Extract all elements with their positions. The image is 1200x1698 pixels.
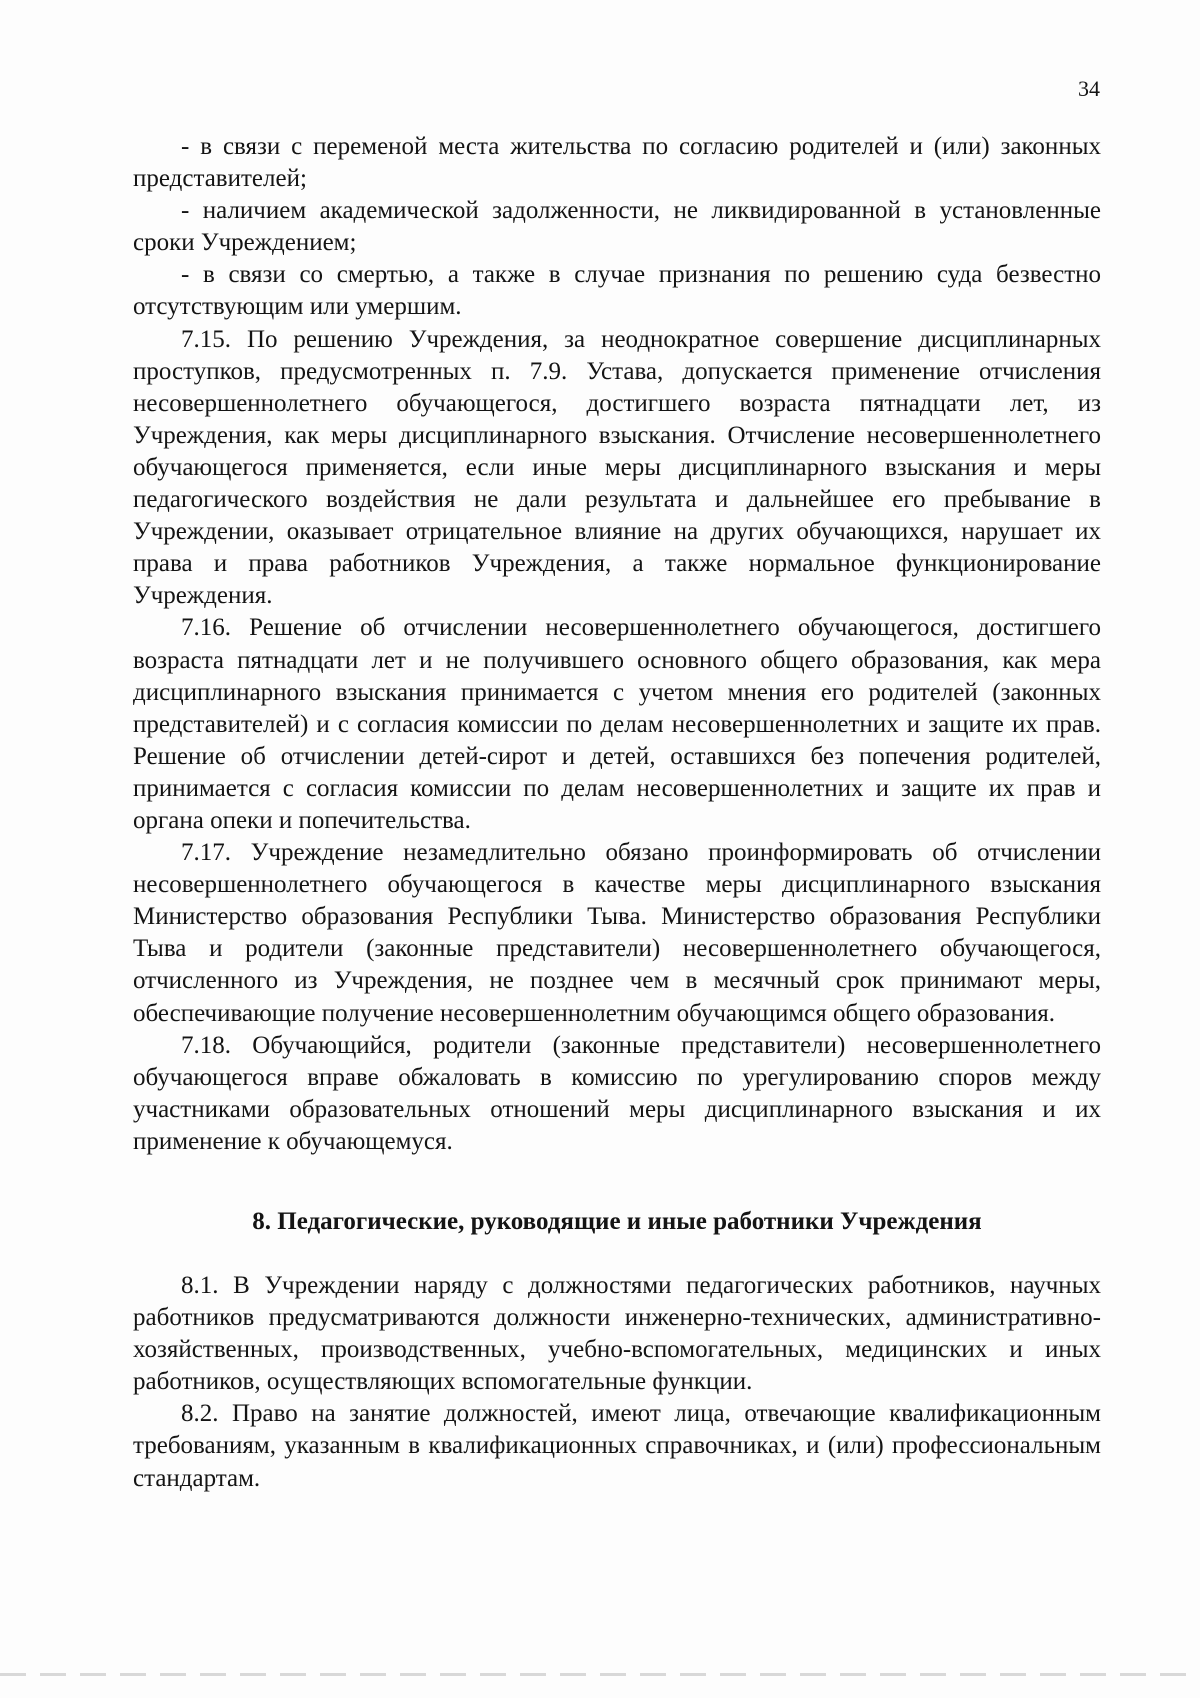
- section-heading: 8. Педагогические, руководящие и иные работники Учреждения: [252, 1208, 982, 1235]
- paragraph-7-18: 7.18. Обучающийся, родители (законные представители) несовершеннолетнего обучающегося вправе обжаловать в комиссию по урегулированию споров между участниками образовательных отношений меры дисциплинарного взыскания и их применение к обучающемуся.: [133, 1031, 1101, 1155]
- paragraph-death: - в связи со смертью, а также в случае признания по решению суда безвестно отсутствующим или умершим.: [133, 261, 1101, 321]
- paragraph-7-17: 7.17. Учреждение незамедлительно обязано проинформировать об отчислении несовершеннолетнего обучающегося в качестве меры дисциплинарного взыскания Министерство образования Республики Тыва. Министерство образования Республики Тыва и родители (законные представители) несовершеннолетнего обучающегося, отчисленного из Учреждения, не позднее чем в месячный срок принимают меры, обеспечивающие получение несовершеннолетним обучающимся общего образования.: [133, 839, 1101, 1027]
- paragraph-7-15: 7.15. По решению Учреждения, за неоднократное совершение дисциплинарных проступков, предусмотренных п. 7.9. Устава, допускается применение отчисления несовершеннолетнего обучающегося, достигшего возраста пятнадцати лет, из Учреждения, как меры дисциплинарного взыскания. Отчисление несовершеннолетнего обучающегося применяется, если иные меры дисциплинарного взыскания и меры педагогического воздействия не дали результата и дальнейшее его пребывание в Учреждении, оказывает отрицательное влияние на других обучающихся, нарушает их права и права работников Учреждения, а также нормальное функционирование Учреждения.: [133, 325, 1101, 610]
- page-number: 34: [1078, 76, 1100, 101]
- paragraph-8-2: 8.2. Право на занятие должностей, имеют лица, отвечающие квалификационным требованиям, указанным в квалификационных справочниках, и (или) профессиональным стандартам.: [133, 1400, 1101, 1492]
- paragraph-7-16: 7.16. Решение об отчислении несовершеннолетнего обучающегося, достигшего возраста пятнадцати лет и не получившего основного общего образования, как мера дисциплинарного взыскания принимается с учетом мнения его родителей (законных представителей) и с согласия комиссии по делам несовершеннолетних и защите их прав. Решение об отчислении детей-сирот и детей, оставшихся без попечения родителей, принимается с согласия комиссии по делам несовершеннолетних и защите их прав и органа опеки и попечительства.: [133, 614, 1101, 834]
- document-body: [133, 131, 1101, 1495]
- paragraph-8-1: 8.1. В Учреждении наряду с должностями педагогических работников, научных работников предусматриваются должности инженерно-технических, административно-хозяйственных, производственных, учебно-вспомогательных, медицинских и иных работников, осуществляющих вспомогательные функции.: [133, 1272, 1101, 1396]
- scan-edge-artifact: [0, 1673, 1200, 1676]
- paragraph-relocation: - в связи с переменой места жительства по согласию родителей и (или) законных представителей;: [133, 133, 1101, 193]
- paragraph-academic-debt: - наличием академической задолженности, не ликвидированной в установленные сроки Учреждением;: [133, 197, 1101, 257]
